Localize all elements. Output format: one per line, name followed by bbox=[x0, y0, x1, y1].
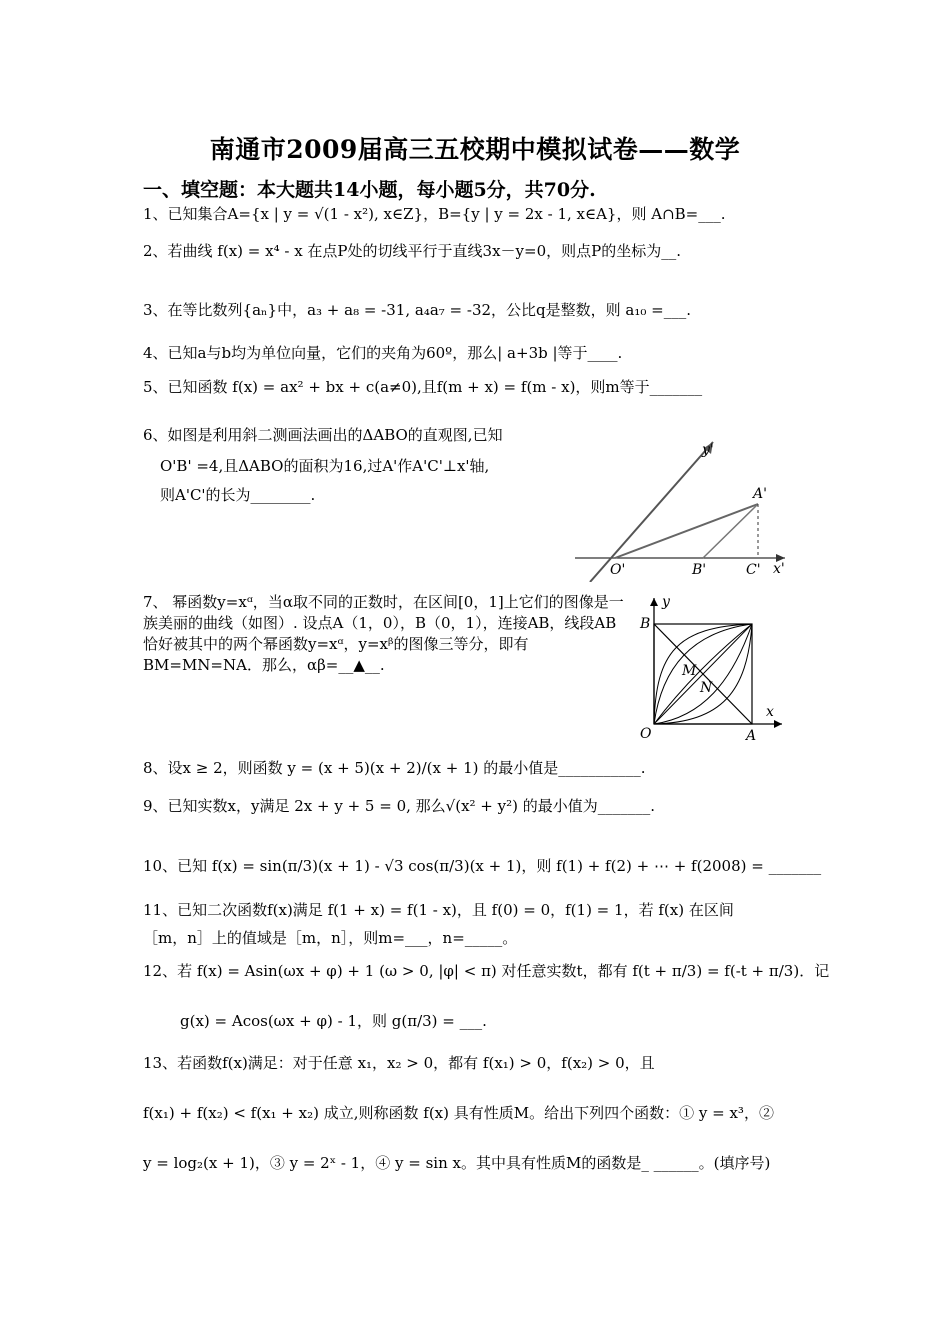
fig6-point-A: A' bbox=[753, 486, 767, 502]
fig7-point-A: A bbox=[746, 728, 757, 744]
fig6-point-B: B' bbox=[692, 562, 707, 578]
question-11-line-2: ［m，n］上的值域是［m，n］，则m=___，n=_____。 bbox=[143, 929, 518, 947]
fig7-x-axis-label: x bbox=[766, 704, 774, 720]
question-8: 8、设x ≥ 2，则函数 y = (x + 5)(x + 2)/(x + 1) 的最小值是___________. bbox=[143, 759, 646, 777]
fig7-point-O: O bbox=[640, 726, 652, 742]
question-13-line-3: y = log₂(x + 1)，③ y = 2ˣ - 1，④ y = sin x。其中具有性质M的函数是_ ______。(填序号) bbox=[143, 1154, 771, 1172]
question-1: 1、已知集合A={x | y = √(1 - x²), x∈Z}，B={y | y = 2x - 1, x∈A}，则 A∩B=___. bbox=[143, 205, 726, 223]
fig6-x-axis-label: x' bbox=[773, 561, 785, 577]
fig7-point-M: M bbox=[682, 663, 697, 679]
question-3: 3、在等比数列{aₙ}中，a₃ + a₈ = -31, a₄a₇ = -32，公比q是整数，则 a₁₀ =___. bbox=[143, 301, 691, 319]
question-12-line-1: 12、若 f(x) = Asin(ωx + φ) + 1 (ω > 0, |φ| < π) 对任意实数t，都有 f(t + π/3) = f(-t + π/3)．记 bbox=[143, 962, 830, 980]
fig6-point-O: O' bbox=[610, 562, 626, 578]
question-6-line-2: O'B' =4,且ΔABO的面积为16,过A'作A'C'⊥x'轴, bbox=[160, 457, 490, 475]
question-11-line-1: 11、已知二次函数f(x)满足 f(1 + x) = f(1 - x)，且 f(0) = 0，f(1) = 1，若 f(x) 在区间 bbox=[143, 901, 734, 919]
oblique-projection-figure bbox=[570, 432, 795, 582]
fig7-point-N: N bbox=[700, 680, 713, 696]
question-12-line-2: g(x) = Acos(ωx + φ) - 1，则 g(π/3) = ___. bbox=[180, 1012, 487, 1030]
page-title: 南通市2009届高三五校期中模拟试卷——数学 bbox=[209, 135, 741, 164]
section-heading: 一、填空题：本大题共14小题，每小题5分，共70分. bbox=[143, 179, 596, 201]
question-13-line-1: 13、若函数f(x)满足：对于任意 x₁，x₂ > 0，都有 f(x₁) > 0，f(x₂) > 0，且 bbox=[143, 1054, 655, 1072]
question-7: 7、 幂函数y=xᵅ，当α取不同的正数时，在区间[0，1]上它们的图像是一族美丽的曲线（如图）. 设点A（1，0），B（0，1），连接AB，线段AB恰好被其中的两个幂函数y=xᵅ，y=xᵝ的图像三等分，即有BM=MN=NA．那么，αβ=__▲__. bbox=[143, 593, 624, 674]
fig6-point-C: C' bbox=[746, 562, 761, 578]
question-6-line-1: 6、如图是利用斜二测画法画出的ΔABO的直观图,已知 bbox=[143, 426, 503, 444]
question-9: 9、已知实数x，y满足 2x + y + 5 = 0, 那么√(x² + y²) 的最小值为_______. bbox=[143, 797, 656, 815]
question-13-line-2: f(x₁) + f(x₂) < f(x₁ + x₂) 成立,则称函数 f(x) 具有性质M。给出下列四个函数：① y = x³，② bbox=[143, 1104, 774, 1122]
question-10: 10、已知 f(x) = sin(π/3)(x + 1) - √3 cos(π/3)(x + 1)，则 f(1) + f(2) + ⋯ + f(2008) = _______ bbox=[143, 857, 822, 875]
question-6-line-3: 则A'C'的长为________. bbox=[160, 486, 316, 504]
question-4: 4、已知a与b均为单位向量，它们的夹角为60º，那么| a+3b |等于____. bbox=[143, 344, 623, 362]
fig7-y-axis-label: y bbox=[662, 594, 670, 610]
power-function-figure bbox=[632, 592, 792, 744]
question-2: 2、若曲线 f(x) = x⁴ - x 在点P处的切线平行于直线3x－y=0，则点P的坐标为__. bbox=[143, 242, 681, 260]
question-5: 5、已知函数 f(x) = ax² + bx + c(a≠0),且f(m + x) = f(m - x)，则m等于_______ bbox=[143, 378, 703, 396]
fig6-y-axis-label: y' bbox=[702, 442, 714, 458]
fig7-point-B: B bbox=[640, 616, 651, 632]
